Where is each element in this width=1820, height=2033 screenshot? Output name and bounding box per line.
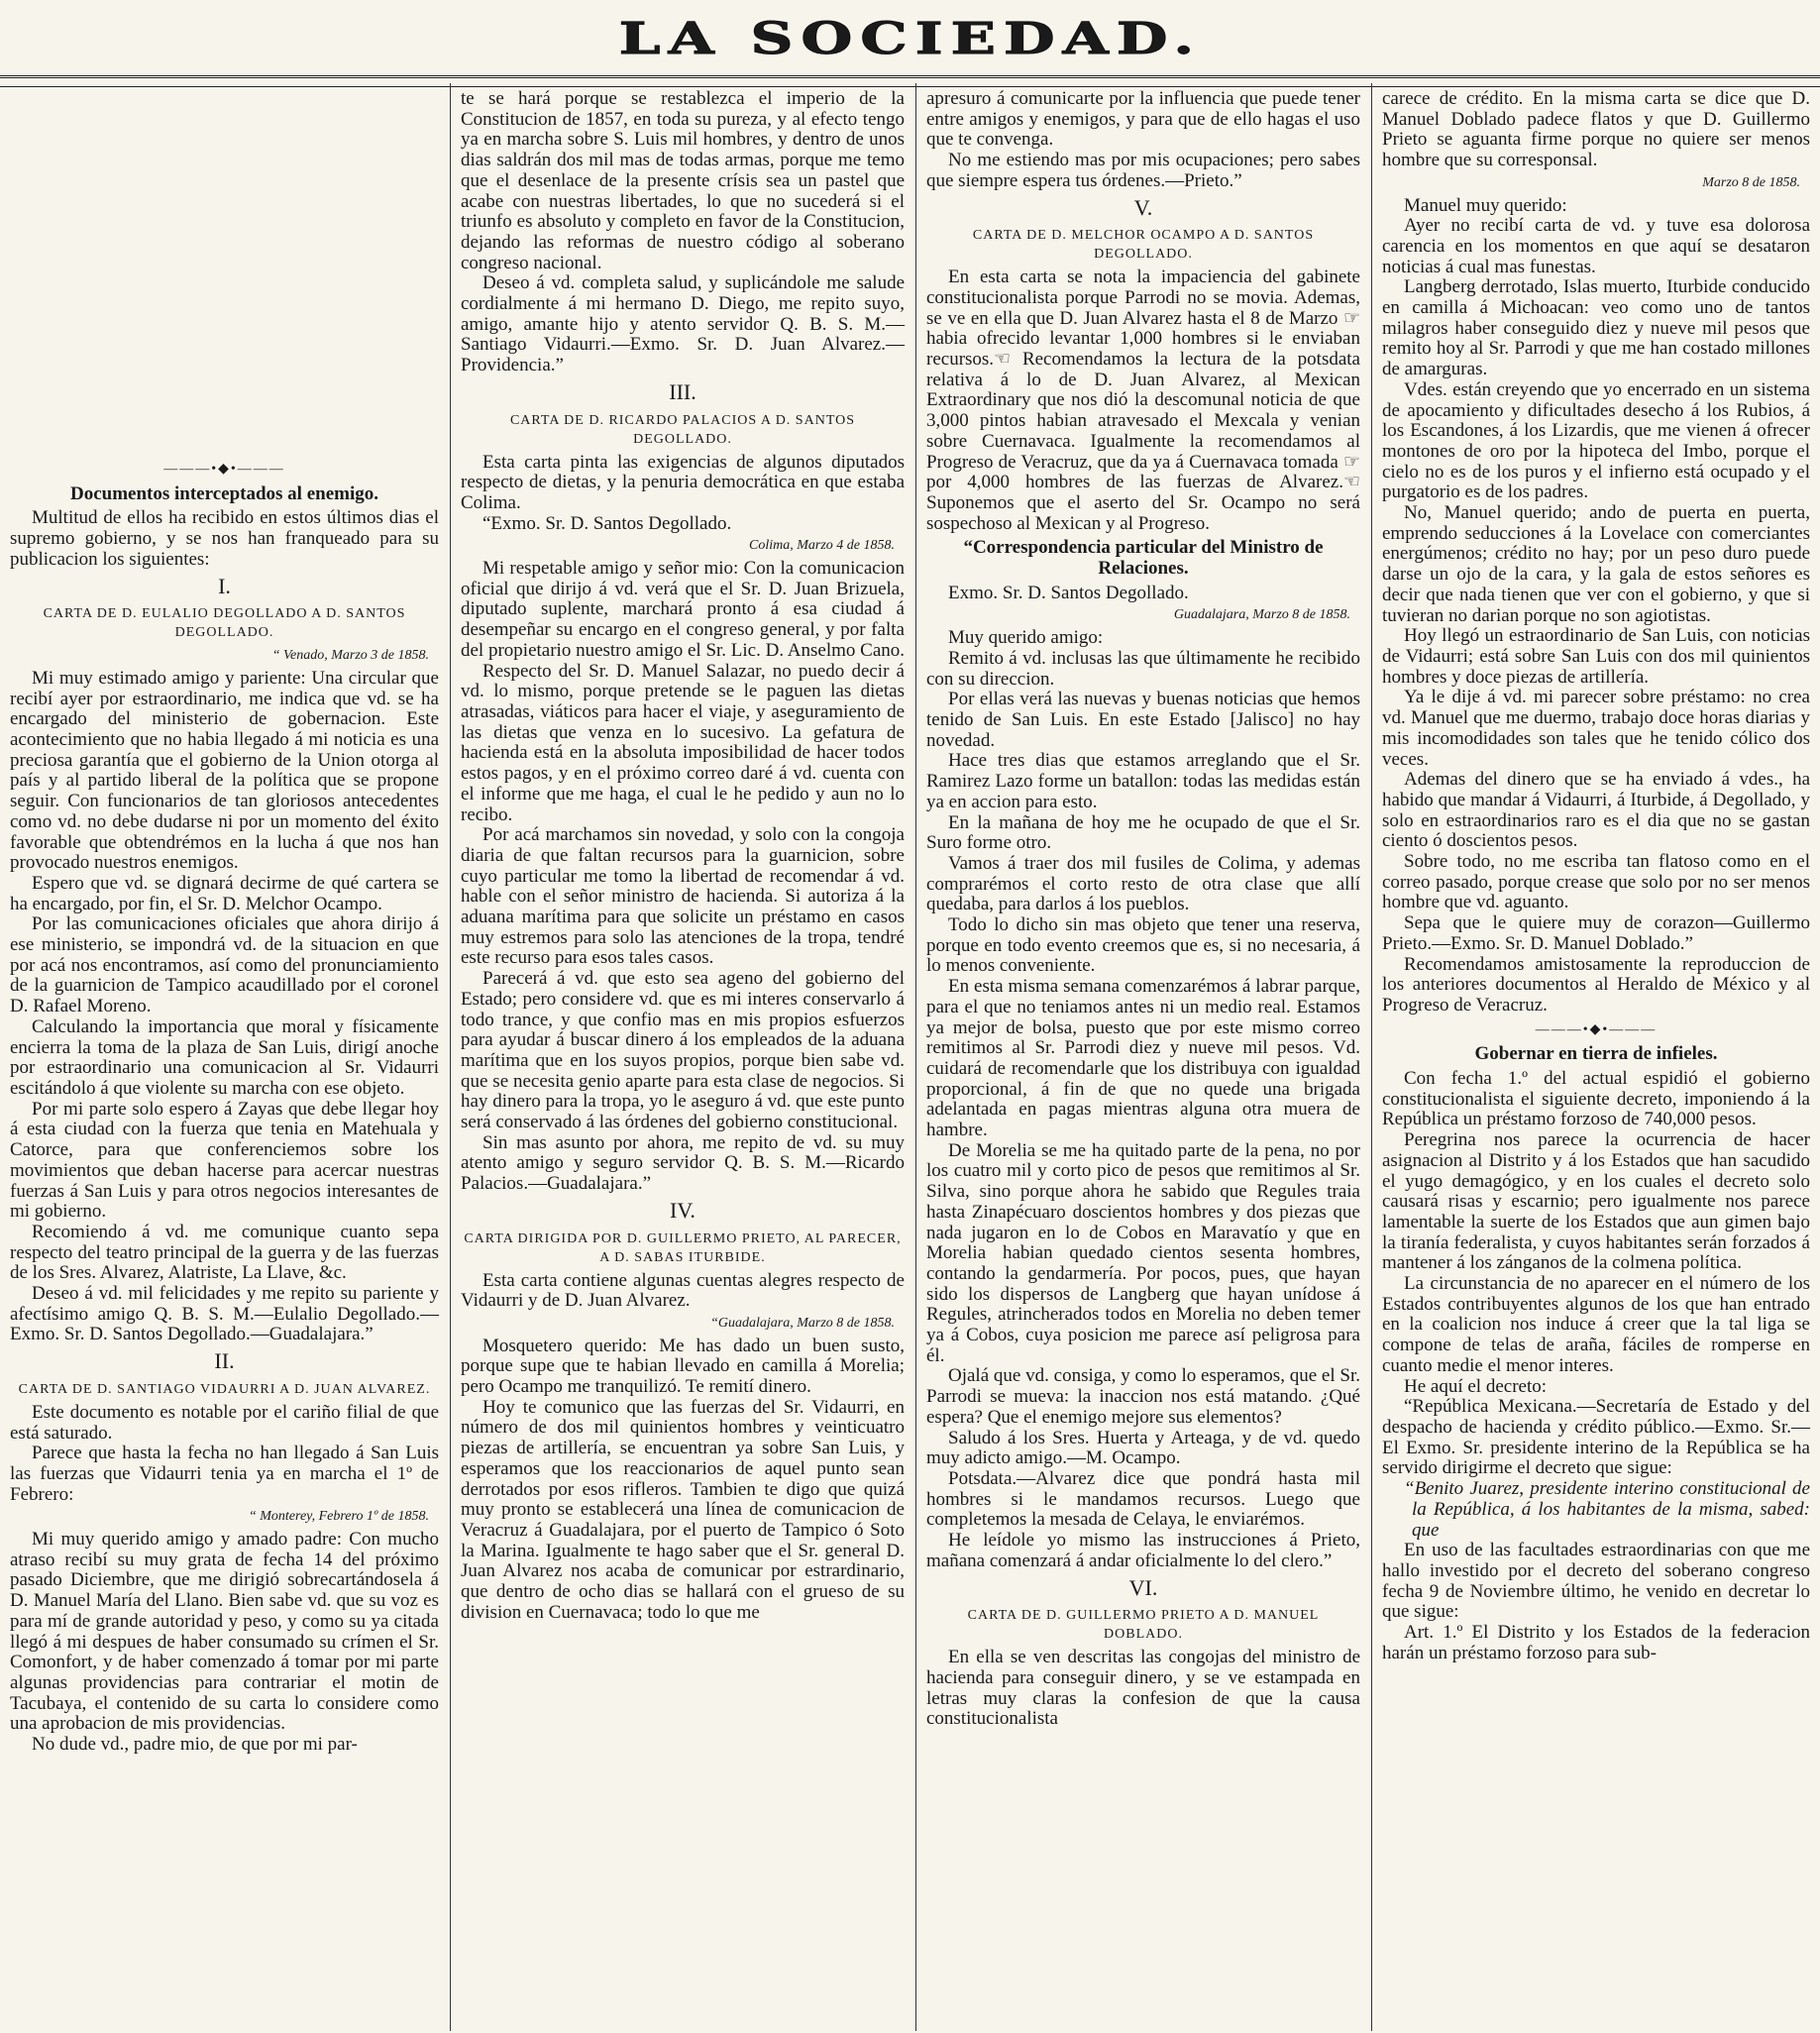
paragraph: Potsdata.—Alvarez dice que pondrá hasta mil hombres si le mandamos recursos. Luego que completemos la mesada de Celaya, le enviarémos. [926,1468,1360,1531]
letter-number: III. [669,378,696,404]
column-3 [916,89,1370,2031]
paragraph: carece de crédito. En la misma carta se dice que D. Manuel Doblado padece flatos y que D. Guillermo Prieto se aguanta firme porque no quiere ser menos hombre que su corresponsal. [1382,89,1810,171]
masthead [0,14,1820,64]
letter-heading: CARTA DIRIGIDA POR D. GUILLERMO PRIETO, AL PARECER, A D. SABAS ITURBIDE. [464,1230,902,1265]
ornament: ———•◆•——— [1535,1021,1658,1037]
paragraph: te se hará porque se restablezca el imperio de la Constitucion de 1857, en toda su pureza, y al efecto tengo ya en marcha sobre S. Luis mil hombres, y dentro de unos dias saldrán dos mil mas de todas armas, porque me temo que el desenlace de la presente crísis sea un pastel que acabe con nuestras libertades, lo que no sucederá si el triunfo es absoluto y completo en favor de la Constitucion, dejando las reformas de nuestro código al soberano congreso nacional. [461,89,905,273]
paragraph: Sepa que le quiere muy de corazon—Guillermo Prieto.—Exmo. Sr. D. Manuel Doblado.” [1382,912,1810,954]
masthead-rule [0,75,1820,87]
paragraph: Remito á vd. inclusas las que últimamente he recibido con su direccion. [926,647,1360,690]
paragraph: Hoy llegó un estraordinario de San Luis, con noticias de Vidaurri; está sobre San Luis con dos mil quinientos hombres y doce piezas de artillería. [1382,625,1810,688]
paragraph: Vamos á traer dos mil fusiles de Colima, y ademas comprarémos el corto resto de otra clase que allí quedaba, para darlos á los pueblos. [926,852,1360,915]
paragraph: La circunstancia de no aparecer en el número de los Estados contribuyentes algunos de los que han entrado en la coalicion nos induce á creer que la tal liga se compone de telas de araña, fáciles de romperse en cuanto medie el menor interes. [1382,1273,1810,1376]
decree-preamble: “Benito Juarez, presidente interino constitucional de la República, á los habitantes de la misma, sabed: que [1404,1478,1810,1541]
letter-number: I. [218,573,231,598]
column-1 [0,89,449,2031]
letter-heading: CARTA DE D. EULALIO DEGOLLADO A D. SANTOS DEGOLLADO. [43,606,406,641]
column-4 [1372,89,1820,2031]
paragraph: Deseo á vd. mil felicidades y me repito su pariente y afectísimo amigo Q. B. S. M.—Eulalio Degollado.—Exmo. Sr. D. Santos Degollado.—Guadalajara.” [10,1283,439,1345]
section-title: Documentos interceptados al enemigo. [69,482,378,504]
column-2 [451,89,914,2031]
paragraph: Por mi parte solo espero á Zayas que debe llegar hoy á esta ciudad con la fuerza que tenia en Matehuala y Catorce, para que conferenciemos sobre los movimientos que deban hacerse para acercar nuestras fuerzas á San Luis y para otros negocios interesantes de mi gobierno. [10,1098,439,1223]
paragraph: Respecto del Sr. D. Manuel Salazar, no puedo decir á vd. lo mismo, porque pretende se le paguen las dietas atrasadas, viáticos para hacer el viaje, y aseguramiento de las dietas que venza en lo sucesivo. La gefatura de hacienda está en la absoluta imposibilidad de hacer todos estos pagos, y en el próximo correo daré á vd. cuenta con el informe que me haga, el cual le he pedido y aun no lo recibo. [461,660,905,825]
paragraph: No dude vd., padre mio, de que por mi par- [32,1734,358,1756]
paragraph: Manuel muy querido: [1404,194,1567,216]
letter-heading: CARTA DE D. SANTIAGO VIDAURRI A D. JUAN ALVAREZ. [18,1381,431,1397]
paragraph: Calculando la importancia que moral y físicamente encierra la toma de la plaza de San Luis, dirigí anoche por estraordinario una comunicacion al Sr. Vidaurri escitándolo á que violente su marcha con ese objeto. [10,1016,439,1099]
letter-heading: CARTA DE D. RICARDO PALACIOS A D. SANTOS DEGOLLADO. [509,412,856,447]
paragraph: En esta misma semana comenzarémos á labrar parque, para el que no teniamos antes ni un medio real. Estamos ya mejor de bolsa, puesto que por este mismo correo remitimos al Sr. Parrodi diez y nueve mil pesos. Vd. cuidará de recomendarle que los distribuya con igualdad proporcional, á fin de que no quede una brigada adelantada en pagas mientras alguna otra muera de hambre. [926,976,1360,1141]
paragraph: Esta carta pinta las exigencias de algunos diputados respecto de dietas, y la penuria democrática en que estaba Colima. [461,451,905,513]
dateline: Colima, Marzo 4 de 1858. [749,538,895,554]
paragraph: En uso de las facultades estraordinarias con que me hallo investido por el decreto del soberano congreso fecha 9 de Noviembre último, he venido en decretar lo que sigue: [1382,1540,1810,1623]
paragraph: He leídole yo mismo las instrucciones á Prieto, mañana comenzará á andar oficialmente lo del clero.” [926,1530,1360,1571]
paragraph: “República Mexicana.—Secretaría de Estado y del despacho de hacienda y crédito público.—Exmo. Sr.—El Exmo. Sr. presidente interino de la República se ha servido dirigirme el decreto que sigue: [1382,1396,1810,1479]
paragraph: Hace tres dias que estamos arreglando que el Sr. Ramirez Lazo forme un batallon: todas las medidas están ya en accion para esto. [926,750,1360,812]
paragraph: Mi muy estimado amigo y pariente: Una circular que recibí ayer por estraordinario, me indica que vd. se ha encargado del ministerio de gobernacion. Este acontecimiento que no habia llegado á mi noticia es una preciosa garantía que el gobierno de la Union otorga al país y al partido liberal de la política que se propone seguir. Con funcionarios de tan gloriosos antecedentes como vd. no debe dudarse ni por un momento del éxito favorable que obtendrémos en la lucha á que nos han provocado nuestros enemigos. [10,667,439,874]
section-title: Gobernar en tierra de infieles. [1474,1043,1718,1065]
paragraph: Saludo á los Sres. Huerta y Arteaga, y de vd. quedo muy adicto amigo.—M. Ocampo. [926,1427,1360,1469]
paragraph: Parece que hasta la fecha no han llegado á San Luis las fuerzas que Vidaurri tenia ya en marcha el 1º de Febrero: [10,1443,439,1505]
paragraph: Todo lo dicho sin mas objeto que tener una reserva, porque en todo evento creemos que es, si no necesaria, á lo menos conveniente. [926,914,1360,977]
dateline: Guadalajara, Marzo 8 de 1858. [1173,607,1350,623]
paragraph: Hoy te comunico que las fuerzas del Sr. Vidaurri, en número de dos mil quinientos hombres y veinticuatro piezas de artillería, se encuentran ya sobre San Luis, y esperamos que los reaccionarios de aquel punto sean derrotados por esos rifleros. Tambien te digo que quizá muy pronto se establecerá una línea de comunicacion de Veracruz á Guadalajara, por el puerto de Tampico ó Soto la Marina. Igualmente te hago saber que el Sr. general D. Juan Alvarez nos acaba de comunicar por estrardinario, que dentro de ocho dias se hallará con el grueso de su division en Cuernavaca; todo lo que me [461,1396,905,1623]
paragraph: Por las comunicaciones oficiales que ahora dirijo á ese ministerio, se impondrá vd. de la situacion en que por acá nos encontramos, así como del pronunciamiento de la guarnicion de Tampico acaudillado por el coronel D. Rafael Moreno. [10,913,439,1017]
letter-heading: CARTA DE D. MELCHOR OCAMPO A D. SANTOS DEGOLLADO. [972,228,1315,263]
paragraph: En la mañana de hoy me he ocupado de que el Sr. Suro forme otro. [926,811,1360,854]
dateline: “ Venado, Marzo 3 de 1858. [271,648,429,664]
paragraph: Deseo á vd. completa salud, y suplicándole me salude cordialmente á mi hermano D. Diego, me repito suyo, amigo, amante hijo y atento servidor Q. B. S. M.—Santiago Vidaurri.—Exmo. Sr. D. Juan Alvarez.—Providencia.” [461,272,905,376]
paragraph: Sin mas asunto por ahora, me repito de vd. su muy atento amigo y seguro servidor Q. B. S. M.—Ricardo Palacios.—Guadalajara.” [461,1131,905,1195]
paragraph: No, Manuel querido; ando de puerta en puerta, emprendo seducciones á la Lovelace con comerciantes energúmenos; crédito no hay; por un peso duro puede darse un ojo de la cara, y la gala de estos señores es decir que nada tienen que ver con el gobierno, y que si tuvieran no darian porque no son agiotistas. [1382,502,1810,626]
paragraph: Con fecha 1.º del actual espidió el gobierno constitucionalista el siguiente decreto, imponiendo á la República un préstamo forzoso de 740,000 pesos. [1382,1068,1810,1130]
paragraph: Mosquetero querido: Me has dado un buen susto, porque supe que te habian llevado en camilla á Morelia; pero Ocampo me tranquilizó. Te remití dinero. [461,1335,905,1398]
paragraph: Este documento es notable por el cariño filial de que está saturado. [10,1401,439,1444]
columns [0,89,1820,2031]
paragraph: “Exmo. Sr. D. Santos Degollado. [482,512,732,534]
ornament: ———•◆•——— [163,462,285,477]
letter-number: IV. [670,1197,696,1223]
paragraph: Parecerá á vd. que esto sea ageno del gobierno del Estado; pero considere vd. que es mi interes conservarlo á todo trance, y que confio mas en mis propios esfuerzos para ayudar á buscar dinero á los empleados de la aduana marítima que en los suyos propios, porque bien sabe vd. que se necesita genio aparte para esta clase de negocios. Si hay dinero para la tropa, yo le aseguro á vd. que este punto será conservado á las órdenes del gobierno constitucional. [461,968,905,1133]
paragraph: Muy querido amigo: [948,627,1104,649]
paragraph: Art. 1.º El Distrito y los Estados de la federacion harán un préstamo forzoso para sub- [1382,1622,1810,1663]
paragraph: Exmo. Sr. D. Santos Degollado. [948,582,1189,603]
letter-heading: CARTA DE D. GUILLERMO PRIETO A D. MANUEL DOBLADO. [967,1608,1320,1643]
paragraph: Ayer no recibí carta de vd. y tuve esa dolorosa carencia en los momentos en que aquí se desataron noticias á cual mas funestas. [1382,215,1810,277]
paragraph: He aquí el decreto: [1404,1375,1548,1397]
letter-number: II. [214,1348,235,1374]
paragraph: Langberg derrotado, Islas muerto, Iturbide conducido en camilla á Michoacan: veo como uno de tantos milagros haber conseguido diez y nueve mil pesos que remito hoy al Sr. Parrodi y que me han costado millones de amarguras. [1382,276,1810,380]
paragraph: Ademas del dinero que se ha enviado á vdes., ha habido que mandar á Vidaurri, á Iturbide, á Degollado, y solo en estraordinarios raro es el dia que no se gastan ciento ó doscientos pesos. [1382,769,1810,852]
paragraph: Recomiendo á vd. me comunique cuanto sepa respecto del teatro principal de la guerra y de las fuerzas de los Sres. Alvarez, Alatriste, La Llave, &c. [10,1221,439,1284]
paragraph: Mi muy querido amigo y amado padre: Con mucho atraso recibí su muy grata de fecha 14 del próximo pasado Diciembre, que me dirigió sobrecartándosela á D. Manuel María del Llano. Bien sabe vd. que su voz es para mí de grande autoridad y peso, y como su ya citada llegó á mi despues de haber consumado su crímen el Sr. Comonfort, y de haber comenzado á tomar por mi parte algunas providencias para contrariar el motin de Tacubaya, el contenido de su carta lo considere como una aprobacion de mis providencias. [10,1529,439,1735]
paragraph: Sobre todo, no me escriba tan flatoso como en el correo pasado, porque crease que solo por no ser menos hombre que vd. aguanto. [1382,851,1810,913]
letter-number: V. [1133,194,1153,220]
letter-title: “Correspondencia particular del Ministro de Relaciones. [963,537,1324,580]
paragraph: Ya le dije á vd. mi parecer sobre préstamo: no crea vd. Manuel que me duermo, trabajo doce horas diarias y mis incomodidades son tales que he tenido cólico dos veces. [1382,687,1810,770]
paragraph: Recomendamos amistosamente la reproduccion de los anteriores documentos al Heraldo de México y al Progreso de Veracruz. [1382,953,1810,1016]
paragraph: Mi respetable amigo y señor mio: Con la comunicacion oficial que dirijo á vd. verá que el Sr. D. Juan Brizuela, diputado suplente, marchará pronto á esa ciudad á desempeñar su encargo en el congreso general, y por falta del propietario nuestro amigo el Sr. Lic. D. Anselmo Cano. [461,558,906,661]
paragraph: Por ellas verá las nuevas y buenas noticias que hemos tenido de San Luis. En este Estado [Jalisco] no hay novedad. [926,689,1360,751]
dateline: Marzo 8 de 1858. [1702,174,1800,190]
paragraph: Peregrina nos parece la ocurrencia de hacer asignacion al Distrito y á los Estados que han sacudido el yugo demagógico, y en los cuales el decreto solo causará risas y escarnio; pero igualmente nos parece lamentable la suerte de los Estados que aun gimen bajo la tiranía federalista, y cuyos habitantes serán forzados á mantener á los zánganos de la colmena política. [1382,1129,1810,1274]
dateline: “Guadalajara, Marzo 8 de 1858. [710,1315,895,1331]
paragraph: Espero que vd. se dignará decirme de qué cartera se ha encargado, por fin, el Sr. D. Melchor Ocampo. [10,872,439,914]
paragraph: Multitud de ellos ha recibido en estos últimos dias el supremo gobierno, y se nos han franqueado para su publicacion los siguientes: [10,507,439,570]
paragraph: Esta carta contiene algunas cuentas alegres respecto de Vidaurri y de D. Juan Alvarez. [461,1269,905,1312]
paragraph: En ella se ven descritas las congojas del ministro de hacienda para conseguir dinero, y se ve estampada en letras muy claras la confesion de que la causa constitucionalista [926,1647,1360,1730]
paragraph: De Morelia se me ha quitado parte de la pena, no por los cuatro mil y corto pico de pesos que remitimos al Sr. Silva, sino porque ahora he sabido que Regules traia hasta Zinapécuaro doscientos hombres y dos piezas que nada jugaron en lo de Cobos en Maravatío y que en Morelia habian quedado cientos sesenta hombres, contando la gendarmería. Por pocos, pues, que hayan sido los dispersos de Langberg que hayan unídose á Regules, atrincherados todos en Morelia no deben temer ya á Cobos, cuya posicion me parece así peligrosa para él. [926,1139,1360,1366]
paragraph: En esta carta se nota la impaciencia del gabinete constitucionalista porque Parrodi no se movia. Ademas, se ve en ella que D. Juan Alvarez hasta el 8 de Marzo ☞habia ofrecido levantar 1,000 hombres si le enviaban recursos.☜ Recomendamos la lectura de la potsdata relativa á lo de D. Juan Alvarez, al Mexican Extraordinary que nos dió la descomunal noticia de que 3,000 pintos habian atravesado el Mexcala y venian sobre Cuernavaca. Igualmente la recomendamos al Progreso de Veracruz, que da ya á Cuernavaca tomada ☞por 4,000 hombres de las fuerzas de Alvarez.☜ Suponemos que el aserto del Sr. Ocampo no será sospechoso al Mexican y al Progreso. [926,267,1360,534]
paragraph: apresuro á comunicarte por la influencia que puede tener entre amigos y enemigos, y para que de ello hagas el uso que te convenga. [926,89,1360,151]
letter-number: VI. [1128,1574,1158,1600]
paragraph: Ojalá que vd. consiga, y como lo esperamos, que el Sr. Parrodi se mueva: la inaccion nos está matando. ¿Qué espera? Que el enemigo mejore sus elementos? [926,1365,1360,1428]
newspaper-title: LA SOCIEDAD. [618,14,1202,64]
paragraph: No me estiendo mas por mis ocupaciones; pero sabes que siempre espera tus órdenes.—Prieto.” [926,150,1360,191]
dateline: “ Monterey, Febrero 1º de 1858. [248,1509,429,1525]
paragraph: Vdes. están creyendo que yo encerrado en un sistema de apocamiento y dificultades desecho á los Rubios, á los Escandones, á los Lizardis, que me vienen á ofrecer montones de oro por la hipoteca del Imbo, porque el cielo no es de los puros y el infierno está ocupado y el purgatorio es de los padres. [1382,378,1810,503]
paragraph: Por acá marchamos sin novedad, y solo con la congoja diaria de que faltan recursos para la guarnicion, sobre cuyo particular me tomo la libertad de recomendar á vd. hable con el señor ministro de hacienda. Si autoriza á la aduana marítima para que solicite un préstamo en casos muy estremos para solo las atenciones de la tropa, tendré este recurso para esos tales casos. [461,824,905,969]
